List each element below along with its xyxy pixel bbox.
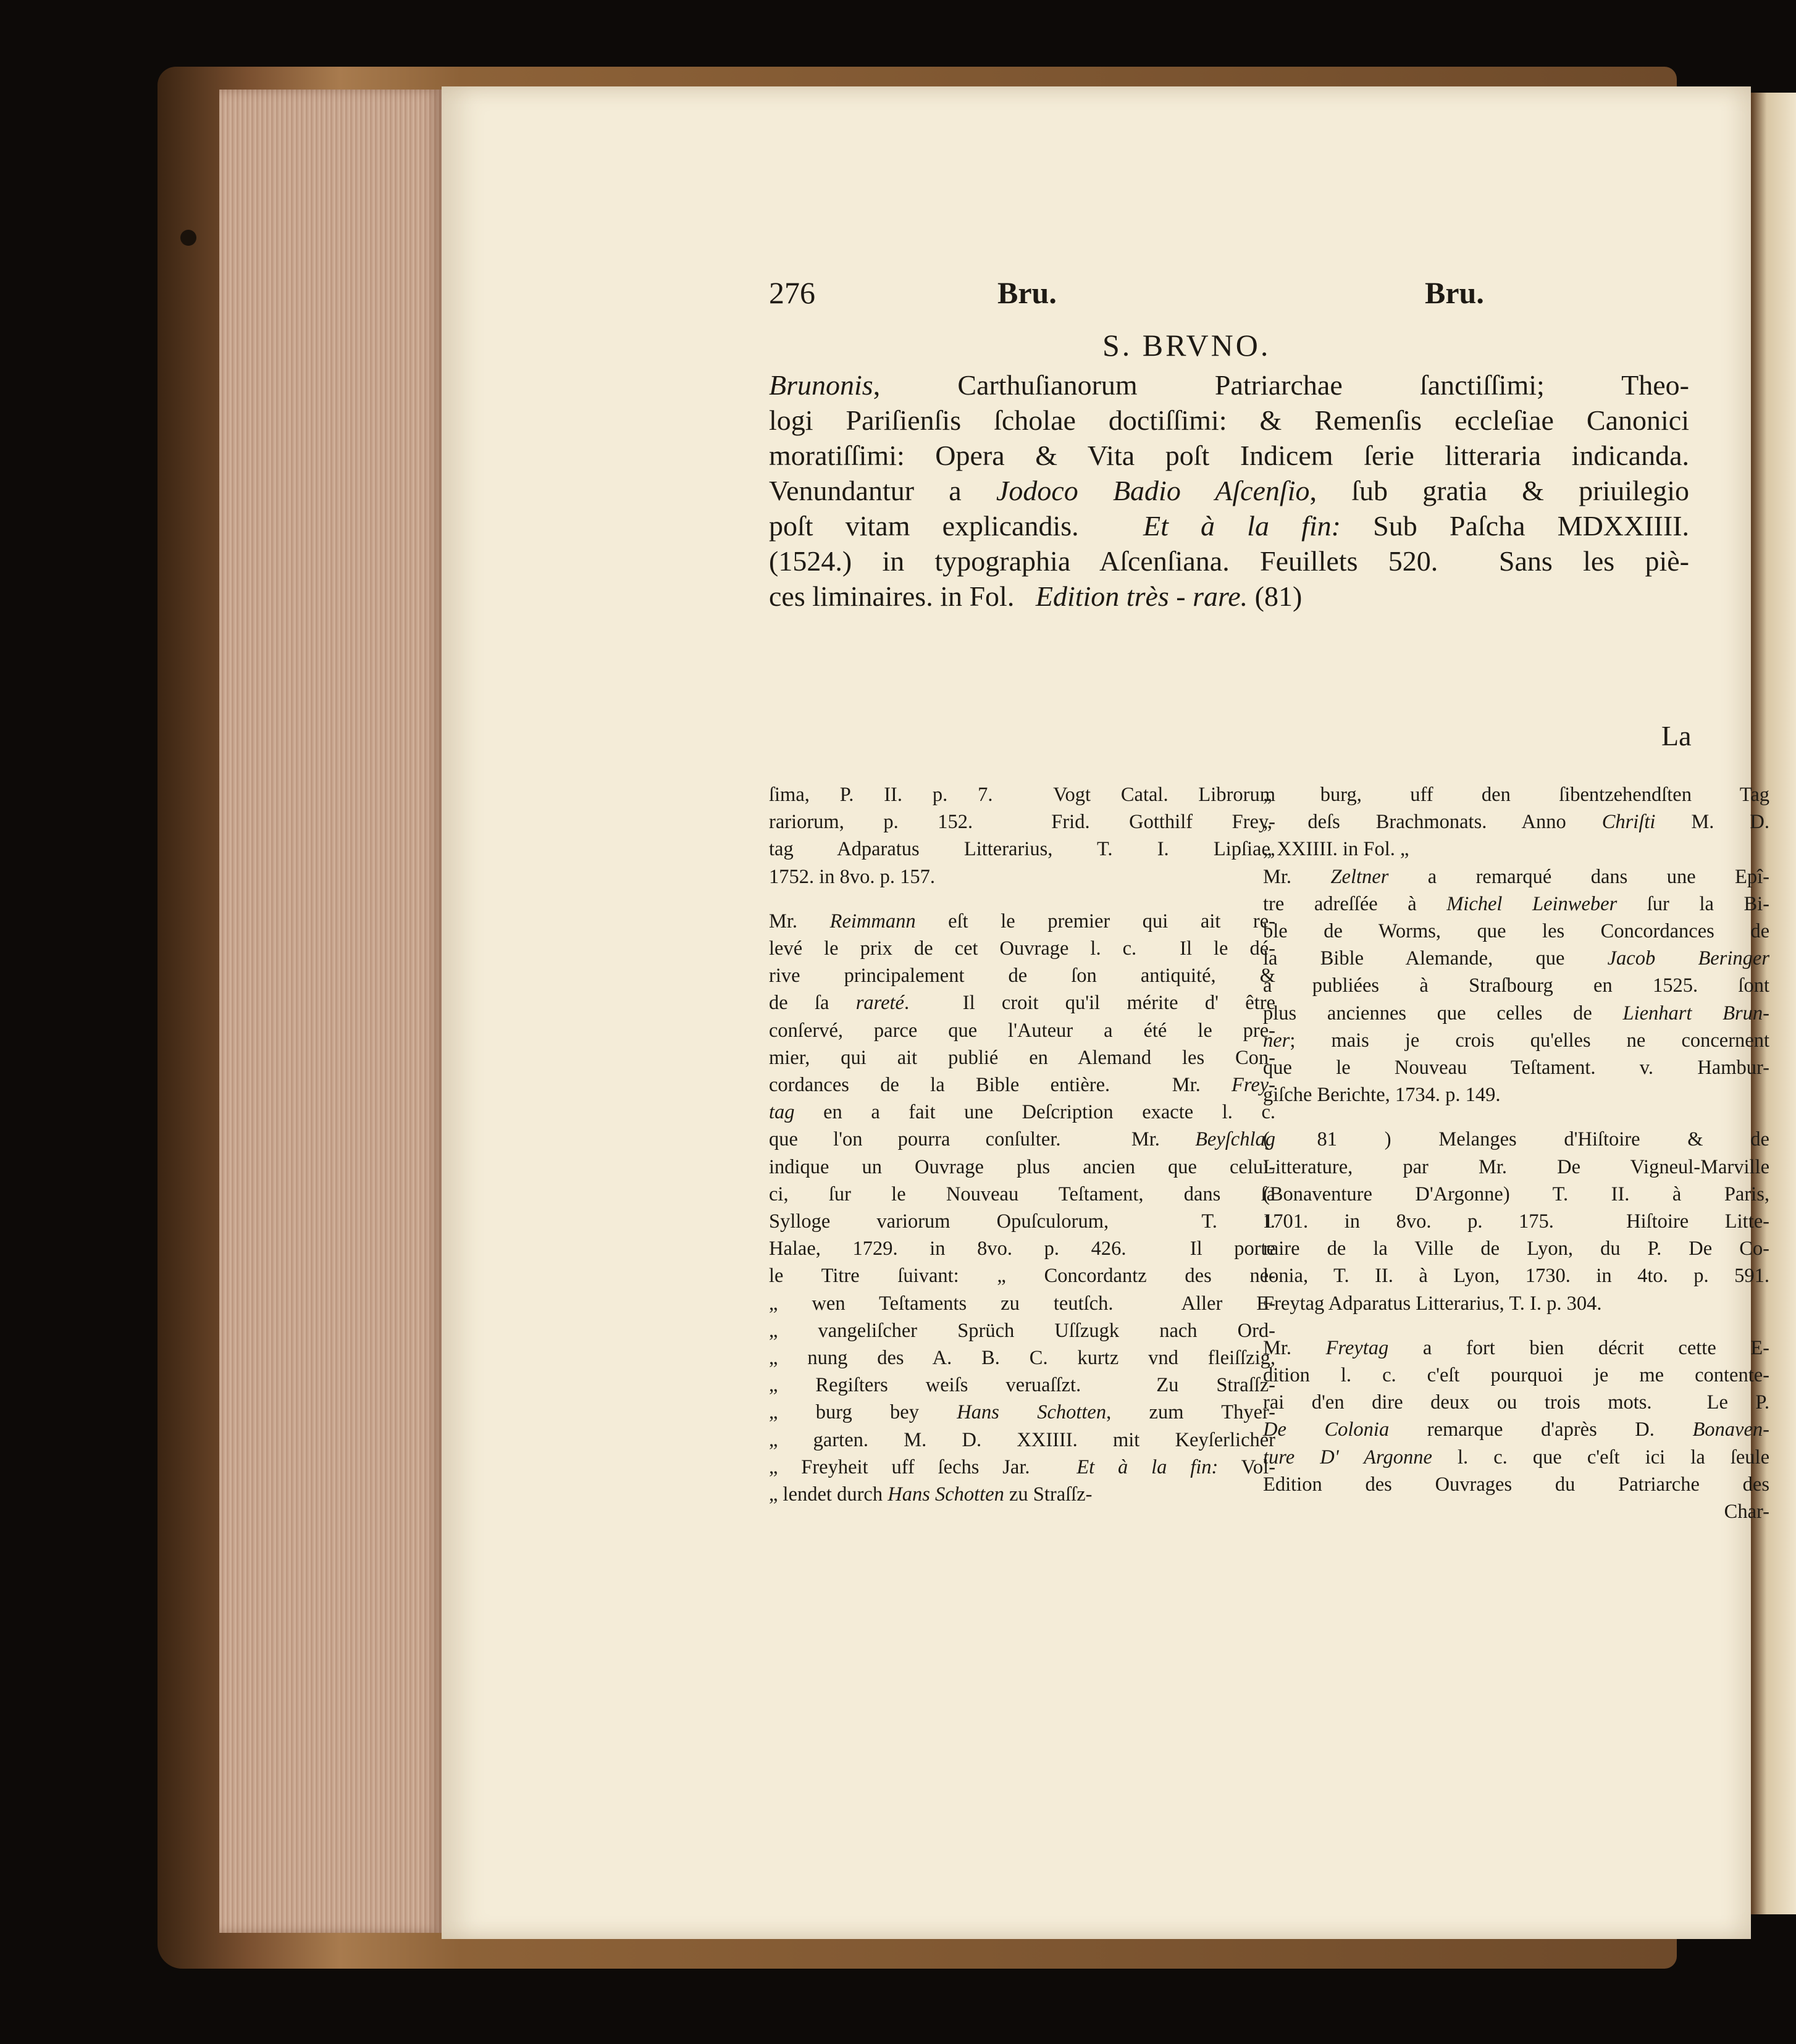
text-line: levé le prix de cet Ouvrage l. c. Il le dé- [769, 937, 1275, 960]
page-edges [219, 90, 442, 1933]
text-line: ces liminaires. in Fol. Edition très - rare. (81) [769, 580, 1303, 612]
text-line: De Colonia remarque d'après D. Bonaven- [1263, 1418, 1769, 1441]
text-line: Halae, 1729. in 8vo. p. 426. Il porte [769, 1238, 1275, 1260]
text-line: 1752. in 8vo. p. 157. [769, 865, 936, 888]
paragraph-gap [1263, 1317, 1769, 1334]
text-line: „ burg bey Hans Schotten, zum Thyer- [769, 1401, 1275, 1424]
bibliographic-entry [769, 367, 1689, 614]
text-line: Freytag Adparatus Litterarius, T. I. p. 304. [1263, 1292, 1602, 1315]
text-line: conſervé, parce que l'Auteur a été le pre- [769, 1019, 1275, 1042]
text-line: poſt vitam explicandis. Et à la fin: Sub Paſcha MDXXIIII. [769, 510, 1690, 542]
text-line: 1701. in 8vo. p. 175. Hiſtoire Litte- [1263, 1210, 1769, 1233]
text-line: ble de Worms, que les Concordances de [1263, 920, 1769, 943]
text-line: plus anciennes que celles de Lienhart Brun- [1263, 1002, 1770, 1024]
running-head-right: Bru. [1425, 275, 1484, 310]
text-line: le Titre ſuivant: „ Concordantz des ne- [769, 1265, 1275, 1288]
text-line: moratiſſimi: Opera & Vita poſt Indicem ſerie litteraria indicanda. [769, 440, 1689, 471]
text-line: rive principalement de ſon antiquité, & [769, 965, 1275, 987]
text-line: Edition des Ouvrages du Patriarche des [1263, 1473, 1769, 1496]
text-line: Char- [1724, 1501, 1769, 1523]
text-line: a publiées à Straſbourg en 1525. ſont [1263, 974, 1769, 997]
catchword: La [1661, 720, 1692, 752]
book-page [442, 86, 1770, 1939]
text-line: giſche Berichte, 1734. p. 149. [1263, 1084, 1501, 1107]
text-line: „ lendet durch Hans Schotten zu Straſſz- [769, 1483, 1093, 1506]
text-line: ner; mais je crois qu'elles ne concernent [1263, 1029, 1769, 1052]
binding-hole [180, 230, 196, 246]
text-line: rariorum, p. 152. Frid. Gotthilf Frey- [769, 811, 1275, 834]
text-line: Mr. Freytag a fort bien décrit cette E- [1263, 1336, 1769, 1359]
text-line: Mr. Zeltner a remarqué dans une Epî- [1263, 865, 1769, 888]
entry-title: S. BRVNO. [1102, 328, 1271, 362]
text-line: „ Freyheit uff ſechs Jar. Et à la fin: Vol- [769, 1456, 1276, 1478]
text-line: (1524.) in typographia Aſcenſiana. Feuillets 520. Sans les piè- [769, 545, 1689, 577]
text-line: de ſa rareté. Il croit qu'il mérite d' être [769, 992, 1275, 1015]
footnote-column-right [1263, 781, 1769, 1525]
text-line: mier, qui ait publié en Alemand les Con- [769, 1046, 1275, 1069]
text-line: ( 81 ) Melanges d'Hiſtoire & de [1263, 1128, 1769, 1151]
text-line: „ garten. M. D. XXIIII. mit Keyſerlicher [769, 1428, 1275, 1451]
text-line: Sylloge variorum Opuſculorum, T. I. [769, 1210, 1275, 1233]
text-line: raire de la Ville de Lyon, du P. De Co- [1263, 1238, 1769, 1260]
text-line: tag Adparatus Litterarius, T. I. Lipſiae, [769, 838, 1275, 861]
footnote-column-left [769, 781, 1275, 1508]
text-line: lonia, T. II. à Lyon, 1730. in 4to. p. 591. [1263, 1265, 1769, 1288]
text-line: (Bonaventure D'Argonne) T. II. à Paris, [1263, 1183, 1769, 1205]
text-line: ſima, P. II. p. 7. Vogt Catal. Librorum [769, 784, 1275, 806]
text-line: Venundantur a Jodoco Badio Aſcenſio, ſub gratia & priuilegio [769, 475, 1689, 506]
paragraph-gap [769, 890, 1275, 908]
text-line: tag en a fait une Deſcription exacte l. c. [769, 1101, 1275, 1124]
text-line: Litterature, par Mr. De Vigneul-Marville [1263, 1155, 1769, 1178]
text-line: Mr. Reimmann eſt le premier qui ait re- [769, 910, 1275, 932]
text-line: cordances de la Bible entière. Mr. Frey- [769, 1074, 1275, 1097]
text-line: „ wen Teſtaments zu teutſch. Aller E- [769, 1292, 1275, 1315]
paragraph-gap [1263, 1108, 1769, 1126]
text-line: ture D' Argonne l. c. que c'eſt ici la ſeule [1263, 1446, 1770, 1468]
text-line: tre adreſſée à Michel Leinweber ſur la Bi- [1263, 892, 1769, 915]
running-head-left: Bru. [997, 275, 1057, 310]
text-line: „ Regiſters weiſs veruaſſzt. Zu Straſſz- [769, 1374, 1275, 1397]
text-line: ci, ſur le Nouveau Teſtament, dans ſa [769, 1183, 1275, 1205]
text-line: indique un Ouvrage plus ancien que celui- [769, 1155, 1275, 1178]
text-line: que l'on pourra conſulter. Mr. Beyſchlag [769, 1128, 1275, 1151]
text-line: Brunonis, Carthuſianorum Patriarchae ſanctiſſimi; Theo- [769, 369, 1689, 401]
text-line: que le Nouveau Teſtament. v. Hambur- [1263, 1057, 1769, 1079]
page-number: 276 [769, 275, 815, 310]
text-line: „ vangeliſcher Sprüch Uſſzugk nach Ord- [769, 1319, 1275, 1342]
text-line: la Bible Alemande, que Jacob Beringer [1263, 947, 1769, 970]
text-line: „ burg, uff den ſibentzehendſten Tag [1263, 784, 1769, 806]
text-line: „ nung des A. B. C. kurtz vnd fleiſſzig, [769, 1347, 1275, 1370]
text-line: „ XXIIII. in Fol. „ [1263, 838, 1409, 861]
text-line: rai d'en dire deux ou trois mots. Le P. [1263, 1391, 1769, 1414]
text-line: dition l. c. c'eſt pourquoi je me contente- [1263, 1364, 1769, 1387]
text-line: logi Pariſienſis ſcholae doctiſſimi: & Remenſis eccleſiae Canonici [769, 404, 1689, 436]
text-line: „ deſs Brachmonats. Anno Chriſti M. D. [1263, 811, 1769, 834]
